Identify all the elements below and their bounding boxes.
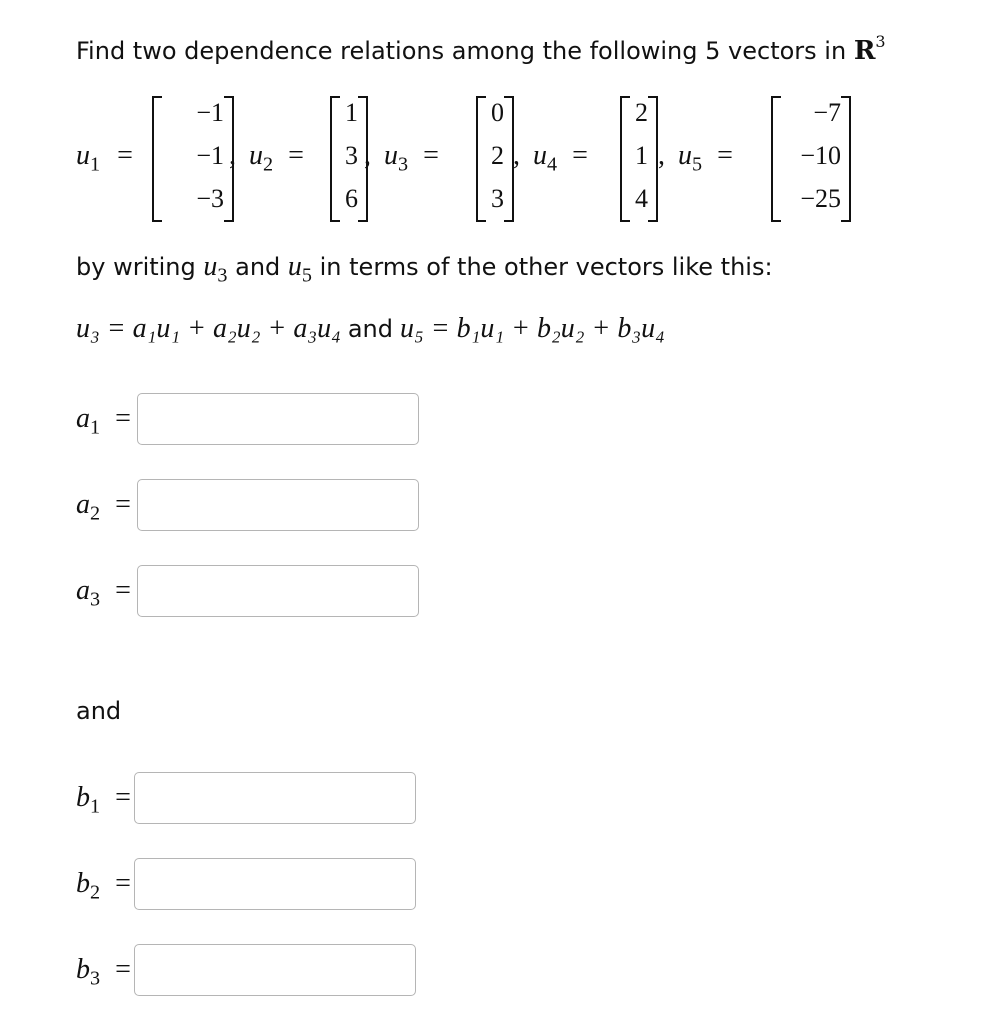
vector-u2-label: , $u_2$ = [229,140,304,176]
matrix-entry: 6 [345,184,358,213]
answer-b2-label: $b_2$ = [76,868,131,904]
vector-u1-label: $u_1$ = [76,140,133,176]
real-space-exponent: 3 [875,32,886,51]
answer-b3-input[interactable] [134,944,416,996]
answer-b3-label: $b_3$ = [76,954,131,990]
prompt-text: Find two dependence relations among the following 5 vectors in [76,37,847,65]
vector-u3-label: , $u_3$ = [364,140,439,176]
answer-a2-label: $a_2$ = [76,489,131,525]
question-prompt [76,32,886,66]
matrix-entry: 1 [345,98,358,127]
vector-u5-label: , $u_5$ = [658,140,733,176]
answer-b1-label: $b_1$ = [76,782,131,818]
right-bracket [841,96,851,222]
matrix-entry: 3 [491,184,504,213]
matrix-entry: −3 [196,184,224,213]
vector-u2-matrix [330,96,368,220]
relation-u5: u₅ = b₁u₁ + b₂u₂ + b₃u₄ [399,313,665,344]
relation-u3: u₃ = a₁u₁ + a₂u₂ + a₃u₄ [76,313,341,344]
vector-u5-matrix [771,96,851,220]
answer-a1-input[interactable] [137,393,419,445]
matrix-entry: 4 [635,184,648,213]
matrix-entry: 2 [635,98,648,127]
and-label: and [76,697,122,725]
matrix-entry: 2 [491,141,504,170]
vector-u3-matrix [476,96,514,220]
matrix-entry: −7 [813,98,841,127]
answer-b2-input[interactable] [134,858,416,910]
matrix-entry: 1 [635,141,648,170]
answer-b1-input[interactable] [134,772,416,824]
instruction-text: by writing $u_3$ and $u_5$ in terms of the other vectors like this: [76,251,773,287]
relation-connector: and [347,315,393,343]
real-space-symbol: R [853,36,876,66]
left-bracket [620,96,630,222]
answer-a2-input[interactable] [137,479,419,531]
left-bracket [330,96,340,222]
answer-a3-input[interactable] [137,565,419,617]
matrix-entry: −10 [800,141,841,170]
left-bracket [476,96,486,222]
matrix-entry: −1 [196,98,224,127]
answer-a1-label: $a_1$ = [76,403,131,439]
left-bracket [771,96,781,222]
vector-u1-matrix [152,96,234,220]
matrix-entry: −1 [196,141,224,170]
answer-a3-label: $a_3$ = [76,575,131,611]
left-bracket [152,96,162,222]
matrix-entry: 3 [345,141,358,170]
matrix-entry: 0 [491,98,504,127]
relations-equation [76,313,665,345]
matrix-entry: −25 [800,184,841,213]
vector-u4-matrix [620,96,658,220]
vector-u4-label: , $u_4$ = [513,140,588,176]
right-bracket [648,96,658,222]
